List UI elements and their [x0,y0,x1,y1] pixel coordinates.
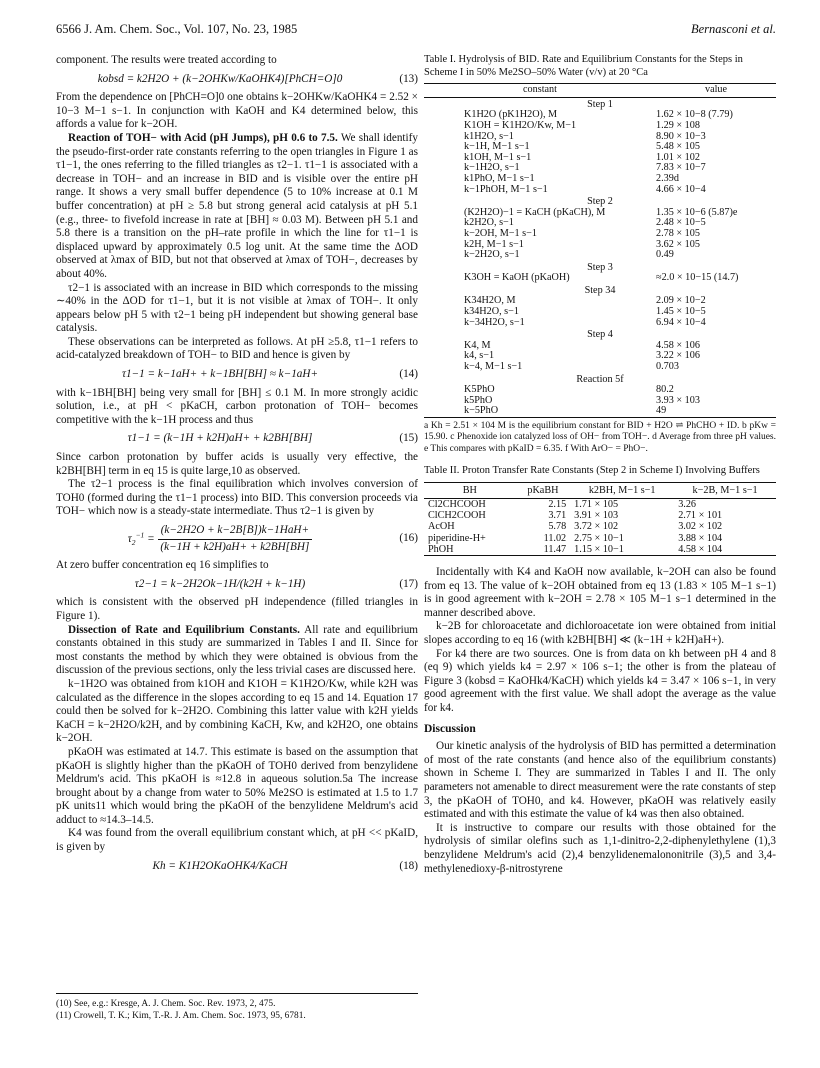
paragraph: These observations can be interpreted as follows. At pH ≥5.8, τ1−1 refers to acid-catalyzed breakdown of TOH− to BID and hence is given by [56,335,418,362]
buffer-cell: Cl2CHCOOH [428,499,486,511]
references [56,993,418,1022]
table-row [424,533,776,544]
table-row [424,510,776,521]
fraction-denominator: (k−1H + k2H)aH+ + k2BH[BH] [160,540,310,553]
constant-cell: k−1H2O, s−1 [464,162,520,174]
table2-body [424,499,776,556]
value-cell: 6.94 × 10−4 [656,316,706,328]
step-label: Step 4 [587,329,613,341]
table-row [424,318,776,329]
constant-cell: k−4, M−1 s−1 [464,361,523,373]
equation-15 [56,432,418,446]
equation-body: τ1−1 = k−1aH+ + k−1BH[BH] ≈ k−1aH+ [121,368,319,381]
constant-cell: k1H2O, s−1 [464,130,514,142]
constant-cell: k2H, M−1 s−1 [464,238,524,250]
column-header: k2BH, M−1 s−1 [570,482,674,498]
pka-cell: 2.15 [548,499,567,511]
equation-number: (13) [399,72,418,85]
value-cell: 1.45 × 10−5 [656,306,706,318]
table-step-row [424,195,776,208]
paragraph: Our kinetic analysis of the hydrolysis of BID has permitted a determination of most of the rate constants (and hence also of the equilibrium constants) shown in Scheme I. They are summarized in Tables I and II. The only parameters not amenable to direct measurement were the rate constants of step 3, the pKaOH of TOH0, and k4. However, pKaOH was relatively easily estimated and with this estimate the value of k4 was then also obtained. [424,740,776,821]
left-column [56,54,418,878]
paragraph: From the dependence on [PhCH=O]0 one obtains k−2OHKw/KaOHK4 = 2.52 × 10−3 M−1 s−1. In conjunction with KaOH and K4 determined below, this affords a value for k−2OH. [56,91,418,131]
equation-body: Kh = K1H2OKaOHK4/KaCH [152,859,288,872]
value-cell: 2.39d [656,172,679,184]
buffer-cell: AcOH [428,521,455,533]
table-row [424,185,776,196]
table-row [424,250,776,261]
constant-cell: k2H2O, s−1 [464,217,514,229]
paragraph: At zero buffer concentration eq 16 simplifies to [56,559,269,572]
k-2b-cell: 3.02 × 102 [678,521,723,533]
table1-caption: Table I. Hydrolysis of BID. Rate and Equilibrium Constants for the Steps in Scheme I in 50% Me2SO–50% Water (v/v) at 20 °Ca [424,54,743,78]
paragraph: k−1H2O was obtained from k1OH and K1OH = K1H2O/Kw, while k2H was calculated as the difference in the slopes according to eq 15 and 14. Equation 17 could then be solved for k−2H2O. Combining this latter value with k2H yields KaCH = k−2H2O/k2H, and by combining KaCH, Kw, and k2H2O, one obtains k−2OH. [56,677,418,745]
constant-cell: K5PhO [464,384,495,396]
value-cell: 49 [656,405,667,417]
table-row [424,406,776,417]
value-cell: 2.78 × 105 [656,227,700,239]
buffer-cell: ClCH2COOH [428,510,486,522]
table1-bottom-rule [424,417,776,418]
equation-number: (16) [399,532,418,545]
right-column [424,54,776,876]
paragraph: pKaOH was estimated at 14.7. This estimate is based on the assumption that pKaOH is slightly higher than the pKaOH of TOH0 derived from benzylidene Meldrum's acid. This pKaOH is ≈12.8 in aqueous solution.5a The increase brought about by a change from water to 50% Me2SO is estimated at 1.5 to 1.7 pK units11 which would bring the pKaOH of the benzylidene Meldrum's acid adduct to ≈14.3–14.5. [56,745,418,826]
table-row [424,499,776,511]
value-cell: 1.01 × 102 [656,151,700,163]
equation-17 [56,578,418,592]
equation-body: τ2−1 = k−2H2Ok−1H/(k2H + k−1H) [134,577,306,590]
k2bh-cell: 3.91 × 103 [574,510,619,522]
k-2b-cell: 2.71 × 101 [678,510,723,522]
table-header-row [424,84,776,98]
paragraph: For k4 there are two sources. One is from data on kh between pH 4 and 8 (eq 9) which yields k4 = 2.97 × 106 s−1; the other is from the plateau of Figure 3 (kobsd = KaOHk4/KaCH) which yields k4 = 3.47 × 106 s−1, in very good agreement with the first value. We shall adopt the average as the value for k4. [424,647,776,714]
paragraph: τ2−1 is associated with an increase in BID which corresponds to the missing ∼40% in the ΔOD for τ1−1, but it is not visible at λmax of TOH−. It only appears below pH 5 with τ2−1 being pH independent but showing general base catalysis. [56,281,418,335]
reference: (11) Crowell, T. K.; Kim, T.-R. J. Am. Chem. Soc. 1973, 95, 6781. [56,1010,306,1021]
paragraph [56,132,418,282]
buffer-cell: PhOH [424,544,516,556]
equation-body: τ1−1 = (k−1H + k2H)aH+ + k2BH[BH] [127,432,313,445]
equation-number: (15) [399,432,418,445]
column-header: BH [424,482,516,498]
paragraph: with k−1BH[BH] being very small for [BH] ≤ 0.1 M. In more strongly acidic solution, i.e., at pH < pKaCH, carbon protonation of TOH− becomes competitive with the k−1H process and thus [56,386,418,426]
constant-cell: k−1H, M−1 s−1 [464,141,530,153]
section-heading: Dissection of Rate and Equilibrium Constants. [68,623,300,636]
equation-body: kobsd = k2H2O + (k−2OHKw/KaOHK4)[PhCH=O]0 [97,72,343,85]
value-cell: 0.49 [656,249,674,261]
paragraph: It is instructive to compare our results with those obtained for the hydrolysis of similar olefins such as 1,1-dinitro-2,2-diphenylethylene (1),3 benzylidene Meldrum's acid (2),4 benzylidenemalononitrile (3),5 and 3,4-methylenedioxy-β-nitrostyrene [424,821,776,875]
equation-13 [56,73,418,87]
k2bh-cell: 1.15 × 10−1 [570,544,674,556]
value-cell: 3.22 × 106 [656,350,700,362]
value-cell: 1.35 × 10−6 (5.87)e [656,206,738,218]
column-header: constant [424,84,656,98]
table-row [424,544,776,556]
equation-body [56,524,384,554]
constant-cell: K34H2O, M [464,295,516,307]
fraction-numerator: (k−2H2O + k−2B[B])k−1HaH+ [158,524,312,540]
paragraph: which is consistent with the observed pH independence (filled triangles in Figure 1). [56,596,418,622]
pka-cell: 11.02 [543,532,567,544]
constant-cell: k−2OH, M−1 s−1 [464,227,537,239]
constant-cell: k−2H2O, s−1 [464,249,520,261]
value-cell: 80.2 [656,384,674,396]
k-2b-cell: 4.58 × 104 [674,544,776,556]
paragraph: The τ2−1 process is the final equilibration which involves conversion of TOH0 (formed during the τ1−1 process) into BID. This conversion proceeds via TOH− which now is a steady-state intermediate. Thus τ2−1 is given by [56,478,418,518]
value-cell: 5.48 × 105 [656,141,700,153]
table-row [424,273,776,284]
equation-number: (14) [399,368,418,381]
step-label: Step 3 [587,261,613,273]
table-step-row [424,328,776,341]
value-cell: 2.48 × 10−5 [656,217,706,229]
table1-footnote: a Kh = 2.51 × 104 M is the equilibrium constant for BID + H2O ⇌ PhCHO + ID. b pKw = 15.90. c Phenoxide ion catalyzed loss of OH− from TOH−. d Average from three pH values. e This compares with pKaID = 6.35. f With ArO− = PhO−. [424,421,776,454]
table-row [424,521,776,532]
table-row [424,121,776,132]
column-header: value [656,84,776,98]
k2bh-cell: 1.71 × 105 [574,499,619,511]
k-2b-cell: 3.88 × 104 [678,532,723,544]
equation-number: (17) [399,577,418,590]
k-2b-cell: 3.26 [678,499,697,511]
value-cell: 1.29 × 108 [656,119,700,131]
pka-cell: 3.71 [548,510,567,522]
paragraph: Incidentally with K4 and KaOH now available, k−2OH can also be found from eq 13. The value of k−2OH obtained from eq 13 (1.83 × 105 M−1 s−1) is in good agreement with k−2OH = 2.78 × 105 M−1 s−1 determined in the manner described above. [424,566,776,619]
step-label: Step 34 [584,284,616,296]
pka-cell: 5.78 [548,521,567,533]
running-header-left: 6566 J. Am. Chem. Soc., Vol. 107, No. 23, 1985 [56,22,298,36]
value-cell: 0.703 [656,361,679,373]
value-cell: 7.83 × 10−7 [656,162,706,174]
constant-cell: K1OH = K1H2O/Kw, M−1 [464,119,577,131]
k2bh-cell: 2.75 × 10−1 [574,532,624,544]
column-header: pKaBH [516,482,570,498]
paragraph-text: All rate and equilibrium constants obtained in this study are summarized in Tables I and II. Since for most constants the method by which they were obtained is obvious from the discussion of the previous sections, only the less trivial cases are discussed here. [56,623,419,677]
paragraph: component. The results were treated according to [56,54,277,66]
running-header-right: Bernasconi et al. [690,22,776,36]
value-cell: 2.09 × 10−2 [656,295,706,307]
step-label: Step 2 [587,196,613,208]
equation-16 [56,524,418,554]
constant-cell: k4, s−1 [464,350,495,362]
constant-cell: K4, M [464,339,491,351]
value-cell: 8.90 × 10−3 [656,130,706,142]
table1 [424,83,776,417]
paragraph: Since carbon protonation by buffer acids is usually very effective, the k2BH[BH] term in eq 15 is quite large,10 as observed. [56,451,418,477]
step-label: Step 1 [587,98,613,110]
step-label: Reaction 5f [576,373,624,385]
constant-cell: k1OH, M−1 s−1 [464,151,532,163]
k2bh-cell: 3.72 × 102 [574,521,619,533]
constant-cell: k−34H2O, s−1 [464,316,525,328]
pka-cell: 11.47 [516,544,570,556]
constant-cell: k−5PhO [464,405,499,417]
constant-cell: (K2H2O)−1 = KaCH (pKaCH), M [464,206,606,218]
constant-cell: k1PhO, M−1 s−1 [464,172,535,184]
value-cell: 4.58 × 106 [656,339,700,351]
constant-cell: K3OH = KaOH (pKaOH) [464,272,570,284]
equation-18 [56,860,418,874]
table1-body [424,84,776,417]
equation-14 [56,368,418,382]
paragraph: k−2B for chloroacetate and dichloroacetate ion were obtained from initial slopes according to eq 16 (with k2BH[BH] ≪ (k−1H + k2H)aH+). [424,620,776,646]
value-cell: ≈2.0 × 10−15 (14.7) [656,272,739,284]
column-header: k−2B, M−1 s−1 [674,482,776,498]
table-row [424,174,776,185]
constant-cell: K1H2O (pK1H2O), M [464,109,558,121]
table2 [424,482,776,556]
section-heading: Reaction of TOH− with Acid (pH Jumps), pH 0.6 to 7.5. [68,131,338,144]
constant-cell: k5PhO [464,394,493,406]
constant-cell: k34H2O, s−1 [464,306,519,318]
table-row [424,229,776,240]
equation-number: (18) [399,859,418,872]
buffer-cell: piperidine-H+ [428,532,486,544]
tau-symbol: $\tau_2^{-1}$ = [127,529,158,547]
constant-cell: k−1PhOH, M−1 s−1 [464,183,548,195]
value-cell: 3.62 × 105 [656,238,700,250]
paragraph-text: We shall identify the pseudo-first-order rate constants referring to the open triangles in Figure 1 as τ1−1, the ones referring to the filled triangles as τ2−1. τ1−1 is associated with a decrease in TOH− and an increase in BID and is visible over the entire pH range. It shows a very small buffer dependence (5 to 10% increase at 0.1 M buffer concentration) at pH ≥ 5.8 but strong general acid catalysis at pH 5.1 (e.g., three- to fivefold increase in rate at [BH] ≈ 0.03 M). Between pH 5.1 and 5.8 there is a transition on the pH–rate profile in which the line for τ1−1 is displaced upward by approximately 0.5 log unit. At the same time the ΔOD observed at λmax of BID, but not that observed at λmax of TOH−, decreases by about 40%. [56,131,418,280]
value-cell: 4.66 × 10−4 [656,183,706,195]
table-header-row [424,482,776,498]
table2-caption: Table II. Proton Transfer Rate Constants (Step 2 in Scheme I) Involving Buffers [424,465,760,477]
table-row [424,362,776,373]
section-heading: Discussion [424,722,476,735]
value-cell: 3.93 × 103 [656,394,700,406]
value-cell: 1.62 × 10−8 (7.79) [656,109,733,121]
paragraph: K4 was found from the overall equilibrium constant which, at pH << pKaID, is given by [56,827,418,854]
paragraph [56,624,418,678]
fraction [157,524,312,554]
reference: (10) See, e.g.: Kresge, A. J. Chem. Soc. Rev. 1973, 2, 475. [56,999,276,1009]
